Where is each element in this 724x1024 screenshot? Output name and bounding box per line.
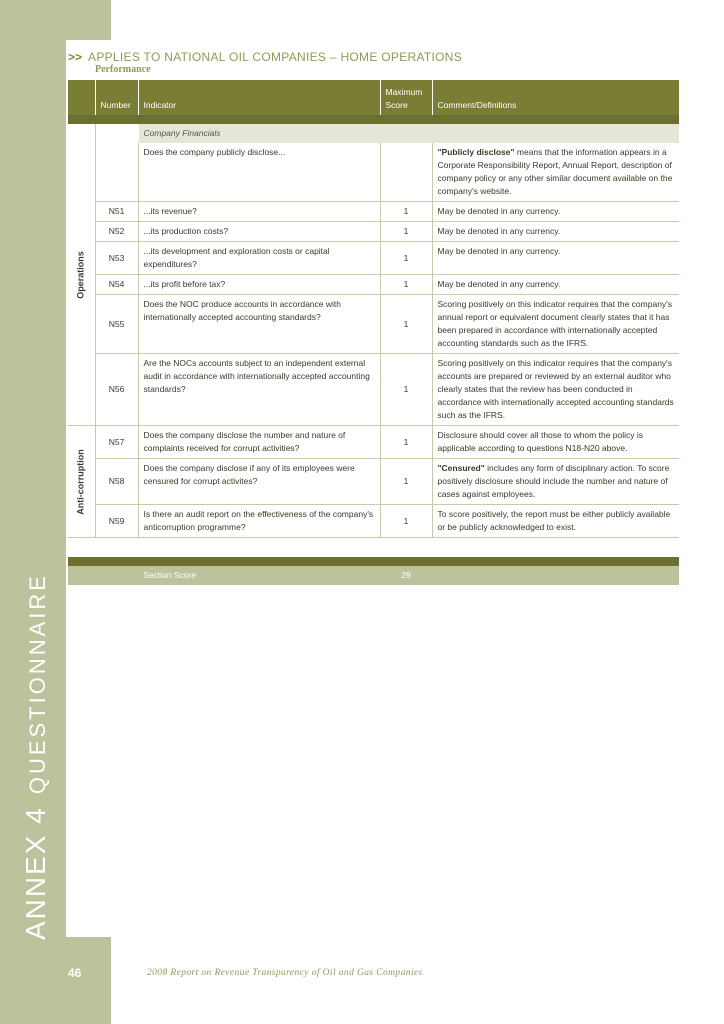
row-score: 1 bbox=[380, 275, 432, 295]
table-row bbox=[68, 275, 679, 295]
table-header-row bbox=[68, 80, 679, 115]
group-anticorruption bbox=[68, 426, 95, 538]
row-comment: Scoring positively on this indicator requires that the company's annual report or equivalent document clearly states that it has been prepared in accordance with internationally accepted accounting standards such as the IFRS. bbox=[432, 295, 679, 354]
row-score: 1 bbox=[380, 242, 432, 275]
row-number: N53 bbox=[95, 242, 138, 275]
row-comment: Scoring positively on this indicator requires that the company's accounts are prepared or reviewed by an external auditor who clearly states that the review has been conducted in accordance with internationally accepted accounting standards such as the IFRS. bbox=[432, 354, 679, 426]
row-number: N51 bbox=[95, 202, 138, 222]
arrows-marker: >> bbox=[68, 50, 83, 64]
row-score: 1 bbox=[380, 426, 432, 459]
row-score: 1 bbox=[380, 295, 432, 354]
row-indicator: ...its development and exploration costs or capital expenditures? bbox=[138, 242, 380, 275]
group-label-anticorruption: Anti-corruption bbox=[75, 448, 86, 515]
table-spacer bbox=[68, 538, 679, 558]
row-comment: May be denoted in any currency. bbox=[432, 242, 679, 275]
row-score: 1 bbox=[380, 354, 432, 426]
row-indicator: Does the NOC produce accounts in accordance with internationally accepted accounting standards? bbox=[138, 295, 380, 354]
section-score-row bbox=[68, 566, 679, 585]
page-header bbox=[68, 48, 463, 75]
row-indicator: Does the company disclose if any of its employees were censured for corrupt activites? bbox=[138, 459, 380, 505]
table-row bbox=[68, 242, 679, 275]
header-max-score: Maximum Score bbox=[380, 80, 432, 115]
row-comment: Disclosure should cover all those to whom the policy is applicable according to questions N18-N20 above. bbox=[432, 426, 679, 459]
row-number: N59 bbox=[95, 505, 138, 538]
group-operations bbox=[68, 124, 95, 426]
row-indicator: Does the company disclose the number and nature of complaints received for corrupt activities? bbox=[138, 426, 380, 459]
row-score: 1 bbox=[380, 202, 432, 222]
publication-title: 2008 Report on Revenue Transparency of Oil and Gas Companies bbox=[147, 968, 423, 978]
row-score bbox=[380, 143, 432, 202]
row-number: N52 bbox=[95, 222, 138, 242]
table-row bbox=[68, 202, 679, 222]
row-indicator: Does the company publicly disclose... bbox=[138, 143, 380, 202]
annex-title bbox=[20, 573, 52, 940]
row-comment: May be denoted in any currency. bbox=[432, 275, 679, 295]
table-row bbox=[68, 459, 679, 505]
table-row bbox=[68, 222, 679, 242]
category-num-cell bbox=[95, 124, 138, 143]
header-comment: Comment/Definitions bbox=[432, 80, 679, 115]
row-indicator: ...its production costs? bbox=[138, 222, 380, 242]
header-indicator: Indicator bbox=[138, 80, 380, 115]
group-label-operations: Operations bbox=[75, 250, 86, 299]
row-comment bbox=[432, 143, 679, 202]
row-comment: To score positively, the report must be either publicly available or be publicly acknowledged to exist. bbox=[432, 505, 679, 538]
table-row bbox=[68, 426, 679, 459]
page-subtitle: Performance bbox=[95, 64, 151, 75]
section-score-value: 29 bbox=[380, 566, 432, 585]
row-indicator: Is there an audit report on the effectiveness of the company's anticorruption programme? bbox=[138, 505, 380, 538]
comment-term: "Censured" bbox=[437, 463, 485, 473]
row-indicator: ...its revenue? bbox=[138, 202, 380, 222]
comment-text: means that the information appears in a Corporate Responsibility Report, Annual Report, description of company policy or any other similar document available on the company's website. bbox=[437, 147, 673, 196]
row-number: N54 bbox=[95, 275, 138, 295]
footer-rule bbox=[68, 557, 679, 566]
header-number: Number bbox=[95, 80, 138, 115]
row-comment: May be denoted in any currency. bbox=[432, 222, 679, 242]
table-row bbox=[68, 295, 679, 354]
table-row bbox=[68, 505, 679, 538]
header-rule bbox=[68, 115, 679, 124]
section-score-label: Section Score bbox=[138, 566, 380, 585]
row-comment bbox=[432, 459, 679, 505]
row-number bbox=[95, 143, 138, 202]
category-label: Company Financials bbox=[138, 124, 679, 143]
questionnaire-table bbox=[68, 80, 679, 585]
section-score-blank bbox=[68, 566, 138, 585]
category-row bbox=[68, 124, 679, 143]
table-row bbox=[68, 354, 679, 426]
row-indicator: ...its profit before tax? bbox=[138, 275, 380, 295]
row-number: N55 bbox=[95, 295, 138, 354]
row-number: N58 bbox=[95, 459, 138, 505]
row-number: N56 bbox=[95, 354, 138, 426]
row-indicator: Are the NOCs accounts subject to an independent external audit in accordance with internationally accepted accounting standards? bbox=[138, 354, 380, 426]
page-number: 46 bbox=[68, 966, 82, 980]
header-group bbox=[68, 80, 95, 115]
comment-text: includes any form of disciplinary action. To score positively disclosure should include the number and nature of cases against employees. bbox=[437, 463, 670, 499]
annex-label: ANNEX 4 bbox=[20, 806, 51, 940]
row-score: 1 bbox=[380, 459, 432, 505]
section-score-comment bbox=[432, 566, 679, 585]
row-number: N57 bbox=[95, 426, 138, 459]
page-title: APPLIES TO NATIONAL OIL COMPANIES – HOME OPERATIONS bbox=[88, 50, 463, 64]
table-row bbox=[68, 143, 679, 202]
row-score: 1 bbox=[380, 222, 432, 242]
row-score: 1 bbox=[380, 505, 432, 538]
row-comment: May be denoted in any currency. bbox=[432, 202, 679, 222]
comment-term: "Publicly disclose" bbox=[437, 147, 515, 157]
section-label: QUESTIONNAIRE bbox=[25, 573, 50, 795]
